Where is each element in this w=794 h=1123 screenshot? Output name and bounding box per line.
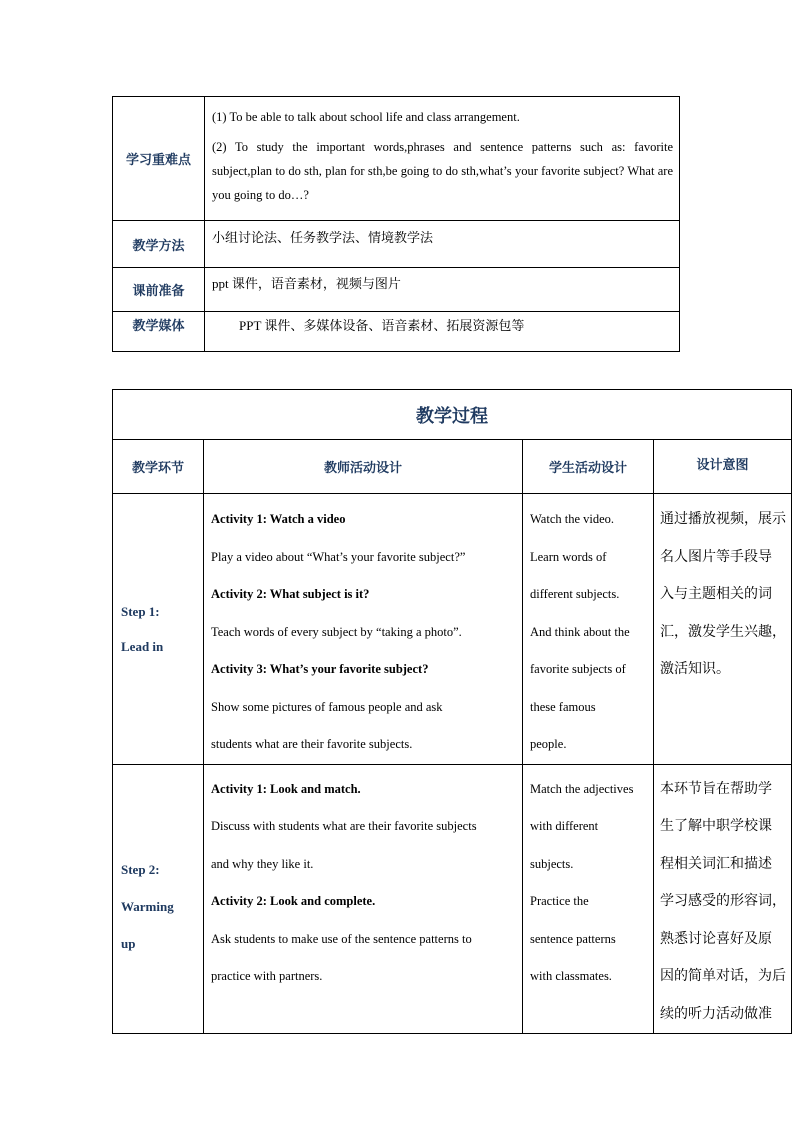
step-row-2 [113, 764, 792, 1034]
step-1-design-intent [654, 494, 792, 765]
intent-line: 程相关词汇和描述 [660, 855, 772, 872]
key-points-row [113, 97, 680, 221]
intent-line: 汇，激发学生兴趣， [660, 623, 786, 640]
intent-line: 因的简单对话，为后 [660, 968, 786, 984]
step-2-design-intent [654, 764, 792, 1034]
step-2-line-1: Step 2: [121, 862, 160, 878]
teaching-process-table [112, 389, 792, 1034]
student-line: sentence patterns [530, 931, 616, 946]
preparation-value: ppt 课件，语音素材，视频与图片 [205, 268, 680, 312]
preparation-row [113, 268, 680, 312]
header-stage: 教学环节 [113, 440, 204, 494]
teacher-line: Activity 1: Watch a video [211, 512, 346, 526]
student-line: subjects. [530, 856, 574, 871]
student-line: favorite subjects of [530, 662, 626, 676]
step-2-teacher-activities [204, 764, 523, 1034]
student-line: And think about the [530, 624, 630, 639]
header-design-intent: 设计意图 [654, 440, 792, 494]
process-header-row [113, 440, 792, 494]
media-value: PPT 课件、多媒体设备、语音素材、拓展资源包等 [205, 312, 680, 352]
student-line: people. [530, 737, 567, 751]
step-1-student-activities [523, 494, 654, 765]
header-student-activity: 学生活动设计 [523, 440, 654, 494]
intent-line: 入与主题相关的词 [660, 586, 772, 602]
student-line: Match the adjectives [530, 781, 634, 796]
process-title-row [113, 390, 792, 440]
intent-line: 名人图片等手段导 [660, 548, 772, 565]
teacher-line: Teach words of every subject by “taking a photo”. [211, 624, 462, 639]
teacher-line: Activity 2: Look and complete. [211, 894, 376, 908]
key-points-label: 学习重难点 [113, 97, 205, 221]
process-title: 教学过程 [113, 390, 792, 440]
goal-line-1: (1) To be able to talk about school life and class arrangement. [212, 109, 520, 124]
student-line: these famous [530, 699, 596, 714]
preparation-label: 课前准备 [113, 268, 205, 312]
intent-line: 学习感受的形容词， [660, 893, 786, 909]
step-2-line-2: Warming [121, 899, 174, 915]
intent-line: 通过播放视频，展示 [660, 511, 786, 527]
media-label: 教学媒体 [113, 312, 205, 352]
teacher-line: students what are their favorite subjects. [211, 737, 413, 751]
intent-line: 激活知识。 [660, 661, 730, 677]
step-2-line-3: up [121, 936, 136, 952]
teaching-method-label: 教学方法 [113, 221, 205, 268]
step-2-label [113, 764, 204, 1034]
teacher-line: Show some pictures of famous people and ask [211, 699, 443, 714]
step-1-line-1: Step 1: [121, 603, 160, 619]
teacher-line: Play a video about “What’s your favorite subject?” [211, 549, 466, 564]
teacher-line: Activity 3: What’s your favorite subject? [211, 662, 429, 676]
step-1-label [113, 494, 204, 765]
teacher-line: and why they like it. [211, 856, 314, 871]
step-1-line-2: Lead in [121, 638, 164, 654]
teacher-line: Discuss with students what are their favorite subjects [211, 819, 477, 833]
step-row-1 [113, 494, 792, 765]
lesson-info-table [112, 96, 680, 352]
intent-line: 熟悉讨论喜好及原 [660, 930, 772, 947]
teacher-line: Activity 2: What subject is it? [211, 587, 370, 601]
intent-line: 生了解中职学校课 [660, 818, 772, 834]
student-line: with different [530, 819, 599, 833]
student-line: Learn words of [530, 549, 607, 564]
teacher-line: Activity 1: Look and match. [211, 781, 361, 796]
step-2-student-activities [523, 764, 654, 1034]
teaching-method-row [113, 221, 680, 268]
teaching-method-value: 小组讨论法、任务教学法、情境教学法 [205, 221, 680, 268]
student-line: with classmates. [530, 969, 612, 983]
teacher-line: Ask students to make use of the sentence patterns to [211, 931, 472, 946]
media-row [113, 312, 680, 352]
intent-line: 续的听力活动做准 [660, 1005, 772, 1022]
student-line: different subjects. [530, 587, 620, 601]
student-line: Practice the [530, 894, 589, 908]
step-1-teacher-activities [204, 494, 523, 765]
key-points-content [205, 97, 680, 221]
header-teacher-activity: 教师活动设计 [204, 440, 523, 494]
intent-line: 本环节旨在帮助学 [660, 780, 772, 797]
student-line: Watch the video. [530, 512, 615, 526]
teacher-line: practice with partners. [211, 969, 323, 983]
goal-line-2: (2) To study the important words,phrases and sentence patterns such as: favorite subject,plan to do sth, plan for sth,be going to do sth,what’s your favorite subject? What are you going to do…? [212, 139, 673, 202]
